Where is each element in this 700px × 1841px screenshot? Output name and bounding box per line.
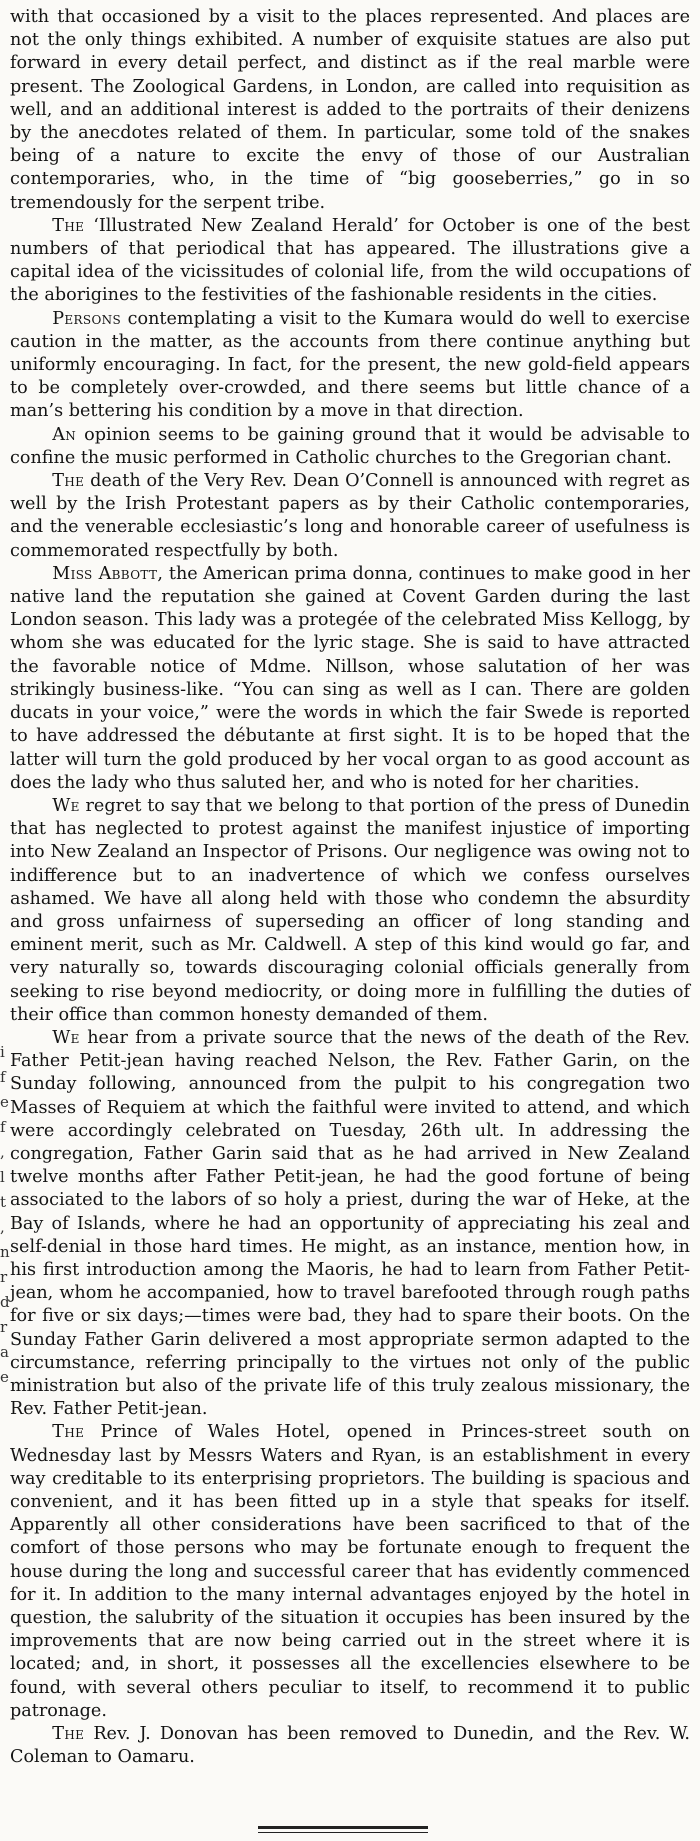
gutter-fragment: d bbox=[0, 1293, 10, 1311]
paragraph-text: the American prima donna, continues to make good in her native land the reputation she gained at Covent Garden during the last London season. This lady was a protegée of the celebrated Miss Kellogg, by whom she was educated for the lyric stage. She is said to have attracted the favorable notice of Mdme. Nillson, whose salutation of her was strikingly business-like. “You can sing as well as I can. There are golden ducats in your voice,” were the words in which the fair Swede is reported to have addressed the débutante at first sight. It is to be hoped that the latter will turn the gold produced by her vocal organ to as good account as does the lady who thus saluted her, and who is noted for her charities. bbox=[10, 563, 690, 793]
gutter-fragment: f bbox=[0, 1068, 6, 1086]
paragraph-text: death of the Very Rev. Dean O’Connell is announced with regret as well by the Irish Protestant papers as by their Catholic contemporaries, and the venerable ecclesiastic’s long and honorable career of usefulness is commemorated respectfully by both. bbox=[10, 471, 690, 561]
paragraph-6 bbox=[10, 563, 690, 795]
section-end-rule-thin bbox=[258, 1832, 428, 1833]
gutter-fragment: f bbox=[0, 1118, 6, 1136]
paragraph-text: contemplating a visit to the Kumara would do well to exercise caution in the matter, as the accounts from there continue anything but uniformly encouraging. In fact, for the present, the new gold-field appears to be completely over-crowded, and there seems but little chance of a man’s bettering his condition by a move in that direction. bbox=[10, 308, 690, 422]
paragraph-1 bbox=[10, 6, 690, 215]
paragraph-lead: Miss Abbott, bbox=[52, 563, 164, 584]
gutter-fragment: i bbox=[0, 1043, 5, 1061]
paragraph-7 bbox=[10, 795, 690, 1027]
paragraph-lead: The bbox=[52, 1422, 85, 1443]
gutter-fragment: e bbox=[0, 1093, 9, 1111]
gutter-fragment: t bbox=[0, 1193, 7, 1211]
paragraph-text: Rev. J. Donovan has been removed to Dunedin, and the Rev. W. Coleman to Oamaru. bbox=[10, 1724, 690, 1768]
paragraph-lead: Persons bbox=[52, 308, 122, 329]
gutter-fragment: a bbox=[0, 1343, 9, 1361]
gutter-fragment: r bbox=[0, 1318, 8, 1336]
paragraph-lead: We bbox=[52, 1027, 80, 1048]
gutter-fragment: e bbox=[0, 1368, 9, 1386]
paragraph-3 bbox=[10, 308, 690, 424]
paragraph-text: with that occasioned by a visit to the places represented. And places are not the only things exhibited. A number of exquisite statues are also put forward in every detail perfect, and distinct as if the real marble were present. The Zoological Gardens, in London, are called into requisition as well, and an additional interest is added to the portraits of their denizens by the anecdotes related of them. In particular, some told of the snakes being of a nature to excite the envy of those of our Australian contemporaries, who, in the time of “big gooseberries,” go in so tremendously for the serpent tribe. bbox=[10, 7, 690, 213]
paragraph-5 bbox=[10, 470, 690, 563]
paragraph-text: ‘Illustrated New Zealand Herald’ for October is one of the best numbers of that periodical that has appeared. The illustrations give a capital idea of the vicissitudes of colonial life, from the wild occupations of the aborigines to the festivities of the fashionable residents in the cities. bbox=[10, 215, 690, 306]
paragraph-lead: An bbox=[52, 424, 77, 445]
paragraph-text: opinion seems to be gaining ground that it would be advisable to confine the music performed in Catholic churches to the Gregorian chant. bbox=[10, 424, 690, 468]
gutter-fragment: , bbox=[0, 1143, 5, 1161]
gutter-fragment: n bbox=[0, 1243, 10, 1261]
gutter-fragment: , bbox=[0, 1218, 5, 1236]
paragraph-lead: The bbox=[52, 215, 85, 236]
paragraph-8 bbox=[10, 1027, 690, 1421]
paragraph-2 bbox=[10, 215, 690, 308]
paragraph-lead: We bbox=[52, 795, 80, 816]
paragraph-text: hear from a private source that the news of the death of the Rev. Father Petit-jean having reached Nelson, the Rev. Father Garin, on the Sunday following, announced from the pulpit to his congregation two Masses of Requiem at which the faithful were invited to attend, and which were accordingly celebrated on Tuesday, 26th ult. In addressing the congregation, Father Garin said that as he had arrived in New Zealand twelve months after Father Petit-jean, he had the good fortune of being associated to the labors of so holy a priest, during the war of Heke, at the Bay of Islands, where he had an opportunity of appreciating his zeal and self-denial in those hard times. He might, as an instance, mention how, in his first introduction among the Maoris, he had to learn from Father Petit-jean, whom he accompanied, how to travel barefooted through rough paths for five or six days;—times were bad, they had to spare their boots. On the Sunday Father Garin delivered a most appropriate sermon adapted to the circumstance, referring principally to the virtues not only of the public ministration but also of the private life of this truly zealous missionary, the Rev. Father Petit-jean. bbox=[10, 1027, 690, 1420]
article-column bbox=[10, 6, 690, 1769]
gutter-fragment: l bbox=[0, 1168, 5, 1186]
paragraph-4 bbox=[10, 424, 690, 470]
paragraph-10 bbox=[10, 1723, 690, 1769]
gutter-fragment: r bbox=[0, 1268, 8, 1286]
adjacent-column-fragments bbox=[0, 1040, 8, 1390]
section-end-rule bbox=[258, 1826, 428, 1829]
paragraph-9 bbox=[10, 1421, 690, 1723]
paragraph-text: regret to say that we belong to that portion of the press of Dunedin that has neglected to protest against the manifest injustice of importing into New Zealand an Inspector of Prisons. Our negligence was owing not to indifference but to an inadvertence of which we confess ourselves ashamed. We have all along held with those who condemn the absurdity and gross unfairness of superseding an officer of long standing and eminent merit, such as Mr. Caldwell. A step of this kind would go far, and very naturally so, towards discouraging colonial officials generally from seeking to rise beyond mediocrity, or doing more in fulfilling the duties of their office than common honesty demanded of them. bbox=[10, 795, 690, 1025]
paragraph-lead: The bbox=[52, 471, 85, 492]
paragraph-text: Prince of Wales Hotel, opened in Princes-street south on Wednesday last by Messrs Waters and Ryan, is an establishment in every way creditable to its enterprising proprietors. The building is spacious and convenient, and it has been fitted up in a style that speaks for itself. Apparently all other considerations have been sacrificed to that of the comfort of those persons who may be fortunate enough to frequent the house during the long and successful career that has evidently commenced for it. In addition to the many internal advantages enjoyed by the hotel in question, the salubrity of the situation it occupies has been insured by the improvements that are now being carried out in the street where it is located; and, in short, it possesses all the excellencies elsewhere to be found, with several others peculiar to itself, to recommend it to public patronage. bbox=[10, 1422, 690, 1721]
paragraph-lead: The bbox=[52, 1724, 85, 1745]
